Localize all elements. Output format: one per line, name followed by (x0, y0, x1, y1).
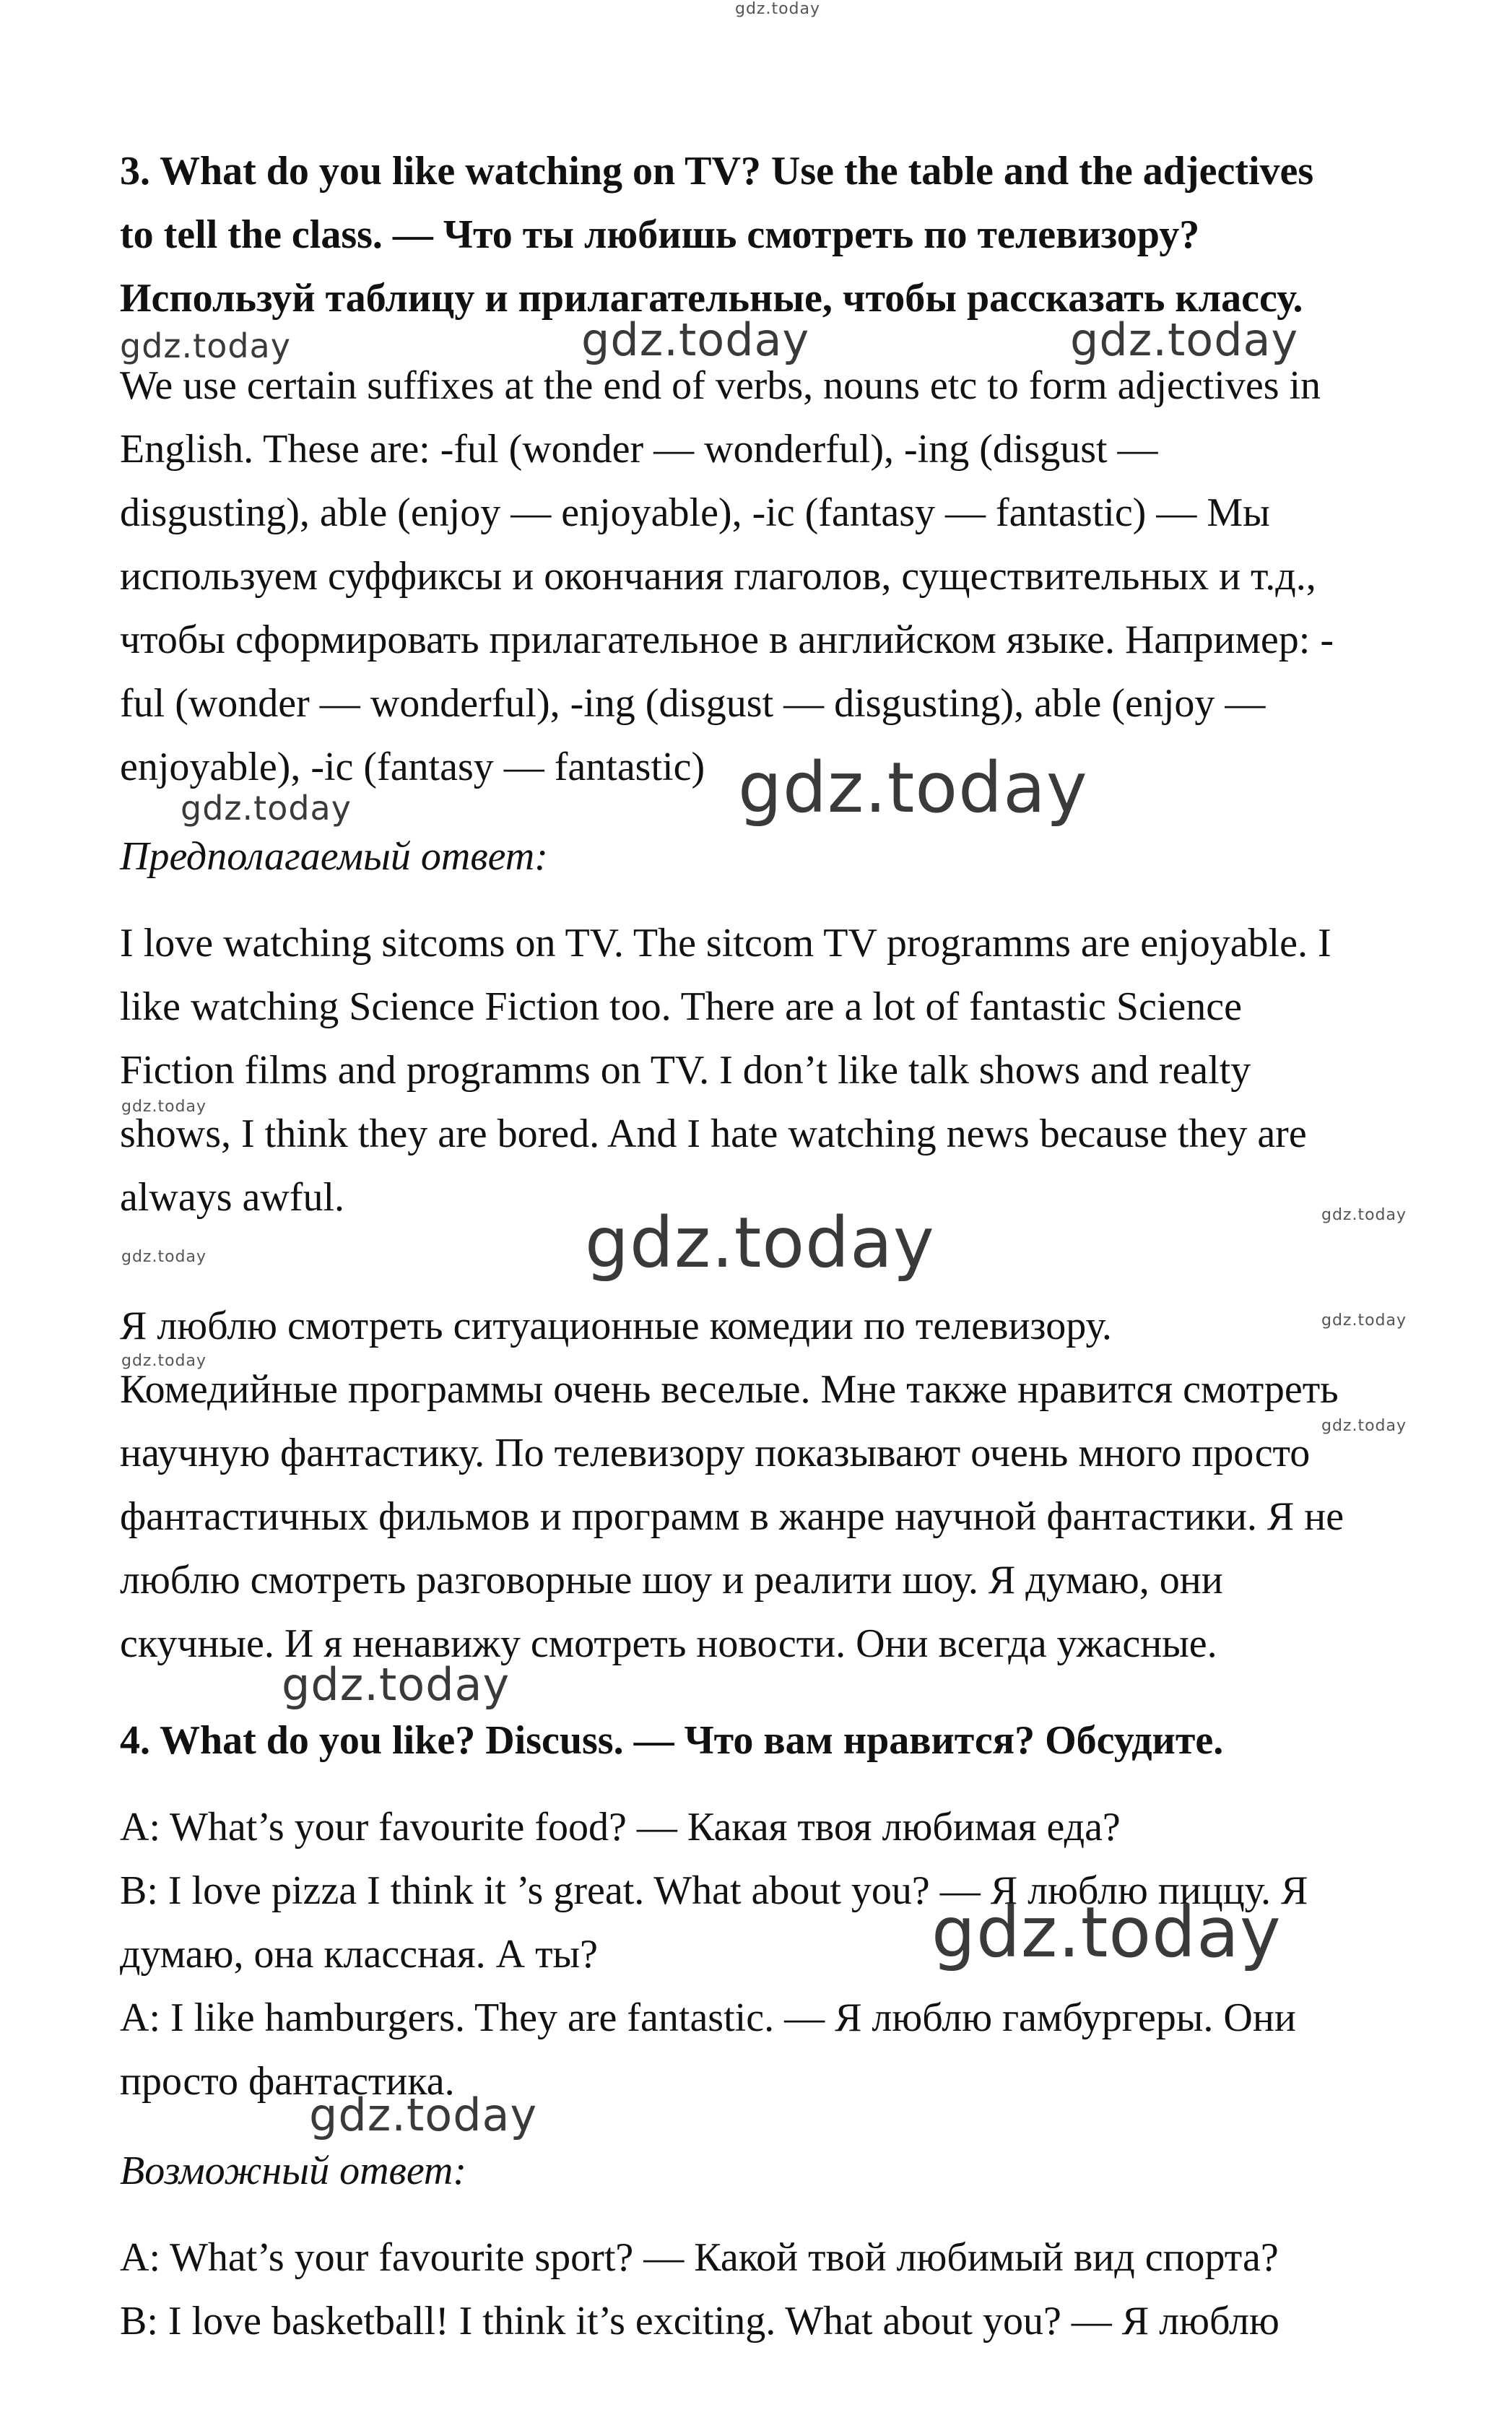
explanation-line: We use certain suffixes at the end of verbs, nouns etc to form adjectives in (120, 363, 1321, 408)
explanation-line: enjoyable), -ic (fantasy — fantastic) (120, 745, 705, 789)
watermark: gdz.today (1321, 1311, 1407, 1330)
watermark: gdz.today (121, 1098, 207, 1116)
answer-en-line: I love watching sitcoms on TV. The sitcom TV programms are enjoyable. I (120, 921, 1331, 966)
watermark: gdz.today (282, 1658, 510, 1711)
answer-ru-line: фантастичных фильмов и программ в жанре научной фантастики. Я не (120, 1494, 1344, 1539)
task3-heading-line: to tell the class. — Что ты любишь смотреть по телевизору? (120, 212, 1200, 257)
watermark: gdz.today (121, 1352, 207, 1370)
answer-ru-line: скучные. И я ненавижу смотреть новости. Они всегда ужасные. (120, 1621, 1217, 1666)
watermark: gdz.today (309, 2089, 538, 2141)
explanation-line: используем суффиксы и окончания глаголов, существительных и т.д., (120, 554, 1316, 599)
task3-heading-line: 3. What do you like watching on TV? Use the table and the adjectives (120, 149, 1314, 194)
task4-heading: 4. What do you like? Discuss. — Что вам нравится? Обсудите. (120, 1718, 1224, 1763)
possible-answer-line: A: What’s your favourite sport? — Какой твой любимый вид спорта? (120, 2235, 1279, 2280)
dialogue-line: A: I like hamburgers. They are fantastic. — Я люблю гамбургеры. Они (120, 1995, 1296, 2040)
watermark: gdz.today (931, 1892, 1282, 1973)
dialogue-line: думаю, она классная. А ты? (120, 1932, 599, 1977)
answer-en-line: shows, I think they are bored. And I hate watching news because they are (120, 1111, 1307, 1156)
task3-heading-line: Используй таблицу и прилагательные, чтобы рассказать классу. (120, 276, 1303, 321)
watermark: gdz.today (1321, 1206, 1407, 1224)
explanation-line: ful (wonder — wonderful), -ing (disgust — disgusting), able (enjoy — (120, 681, 1266, 726)
answer-label: Предполагаемый ответ: (120, 834, 548, 879)
answer-ru-line: Я люблю смотреть ситуационные комедии по телевизору. (120, 1304, 1112, 1348)
explanation-line: English. These are: -ful (wonder — wonderful), -ing (disgust — (120, 427, 1158, 472)
explanation-line: disgusting), able (enjoy — enjoyable), -ic (fantasy — fantastic) — Мы (120, 490, 1270, 535)
answer-en-line: like watching Science Fiction too. There are a lot of fantastic Science (120, 984, 1242, 1029)
answer-en-line: Fiction films and programms on TV. I don’t like talk shows and realty (120, 1048, 1251, 1093)
answer-en-line: always awful. (120, 1175, 345, 1220)
watermark: gdz.today (120, 326, 291, 365)
watermark: gdz.today (581, 313, 810, 366)
answer-ru-line: люблю смотреть разговорные шоу и реалити шоу. Я думаю, они (120, 1558, 1223, 1603)
explanation-line: чтобы сформировать прилагательное в английском языке. Например: - (120, 617, 1334, 662)
watermark: gdz.today (1070, 313, 1299, 366)
watermark: gdz.today (1321, 1417, 1407, 1435)
watermark: gdz.today (735, 0, 821, 18)
watermark: gdz.today (181, 789, 352, 828)
watermark: gdz.today (121, 1248, 207, 1266)
dialogue-line: просто фантастика. (120, 2059, 455, 2104)
watermark: gdz.today (738, 747, 1088, 828)
possible-answer-line: B: I love basketball! I think it’s exciting. What about you? — Я люблю (120, 2299, 1279, 2344)
possible-answer-label: Возможный ответ: (120, 2149, 467, 2193)
answer-ru-line: научную фантастику. По телевизору показывают очень много просто (120, 1431, 1311, 1475)
watermark: gdz.today (585, 1202, 935, 1283)
dialogue-line: B: I love pizza I think it ’s great. What about you? — Я люблю пиццу. Я (120, 1868, 1308, 1913)
dialogue-line: A: What’s your favourite food? — Какая твоя любимая еда? (120, 1805, 1121, 1850)
answer-ru-line: Комедийные программы очень веселые. Мне также нравится смотреть (120, 1367, 1339, 1412)
